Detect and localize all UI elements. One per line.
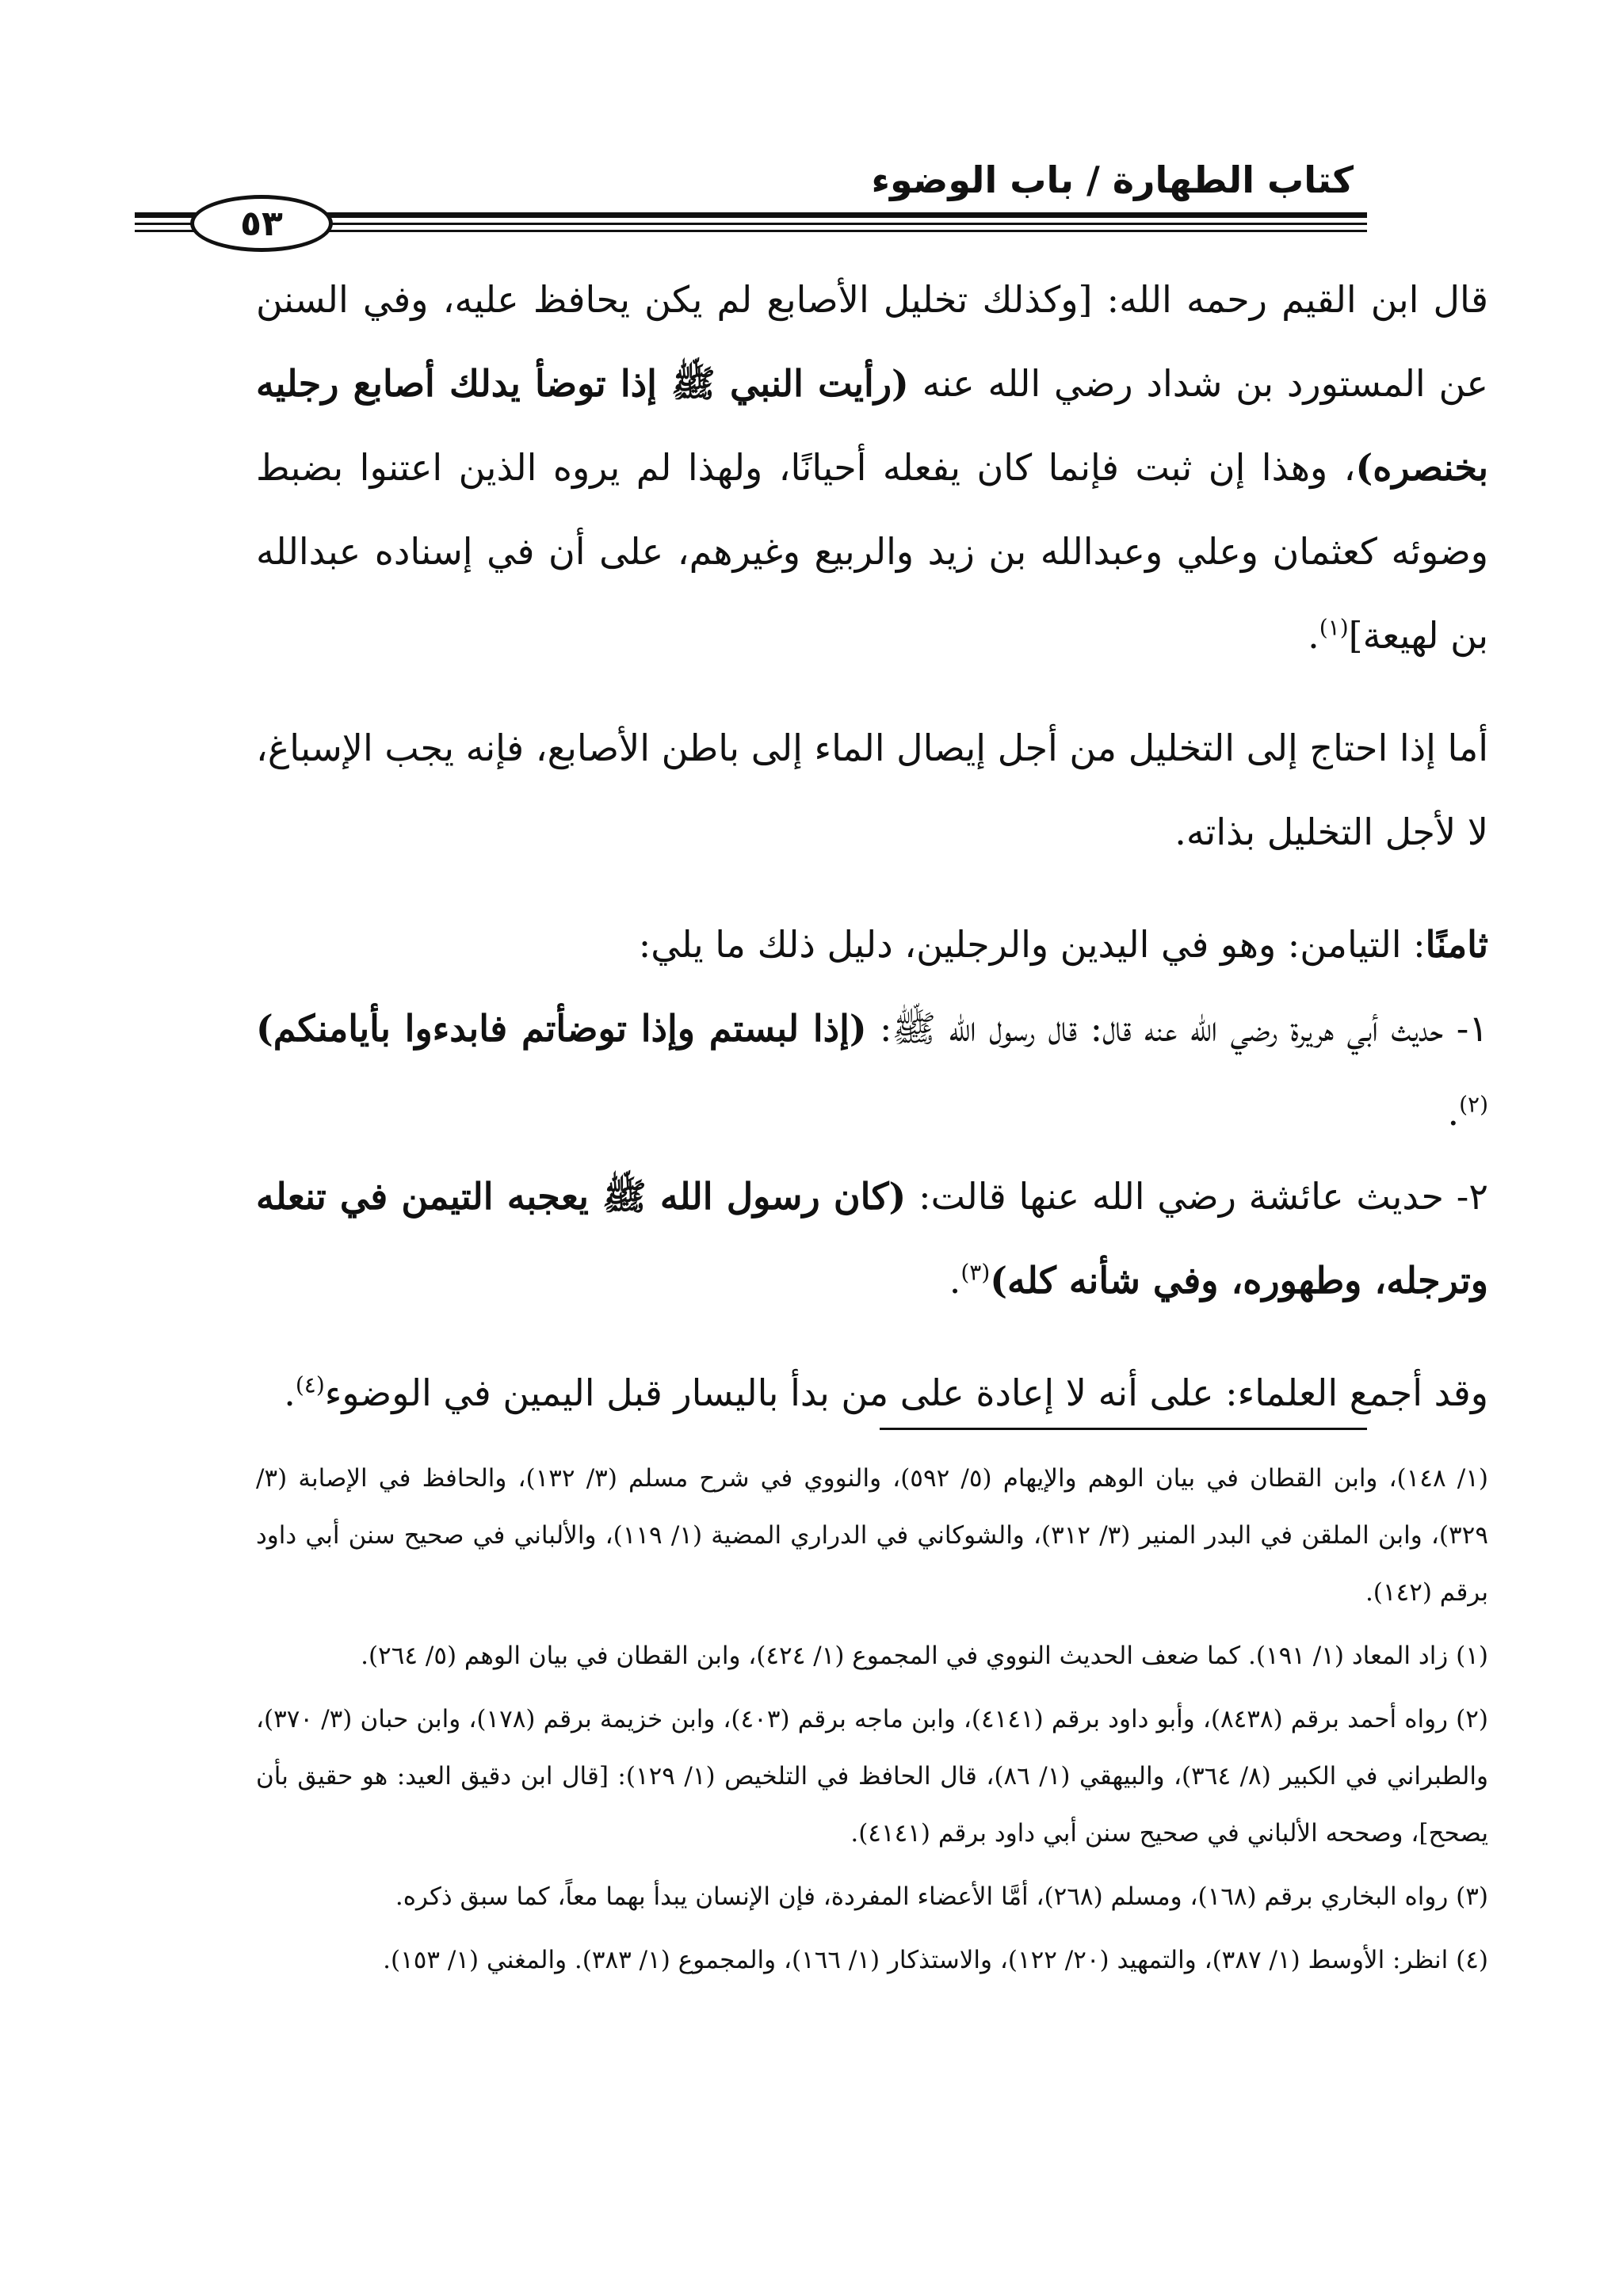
hadith-quote: (كان رسول الله ﷺ يعجبه التيمن في تنعله وترجله، وطهوره، وفي شأنه كله): [256, 1175, 1488, 1302]
running-head: كتاب الطهارة / باب الوضوء: [871, 158, 1354, 201]
list-item-1: ١- حديث أبي هريرة رضي الله عنه قال: قال رسول الله ﷺ: (إذا لبستم وإذا توضأتم فابدءوا بأيامنكم)$^{(٢)}$.: [256, 1007, 1489, 1134]
footnote-continuation: (١/ ١٤٨)، وابن القطان في بيان الوهم والإيهام (٥/ ٥٩٢)، والنووي في شرح مسلم (٣/ ١٣٢)، والحافظ في الإصابة (٣/ ٣٢٩)، وابن الملقن في البدر المنير (٣/ ٣١٢)، والشوكاني في الدراري المضية (١/ ١١٩)، والألباني في صحيح سنن أبي داود برقم (١٤٢).: [256, 1464, 1488, 1607]
footnote-ref: (١): [1319, 614, 1349, 641]
footnote-3: (٣) رواه البخاري برقم (١٦٨)، ومسلم (٢٦٨)، أمَّا الأعضاء المفردة، فإن الإنسان يبدأ بهما معاً، كما سبق ذكره.: [395, 1882, 1488, 1911]
footnote-ref: (٤): [295, 1371, 325, 1398]
footnote-2: (٢) رواه أحمد برقم (٨٤٣٨)، وأبو داود برقم (٤١٤١)، وابن ماجه برقم (٤٠٣)، وابن خزيمة برقم (١٧٨)، وابن حبان (٣/ ٣٧٠)، والطبراني في الكبير (٨/ ٣٦٤)، والبيهقي (١/ ٨٦)، قال الحافظ في التلخيص (١/ ١٢٩): [قال ابن دقيق العيد: هو حقيق بأن يصحح]، وصححه الألباني في صحيح سنن أبي داود برقم (٤١٤١).: [256, 1705, 1488, 1848]
section-lead: ثامنًا: [1425, 923, 1488, 966]
footnote-ref: (٣): [960, 1259, 991, 1286]
paragraph-isbagh: أما إذا احتاج إلى التخليل من أجل إيصال الماء إلى باطن الأصابع، فإنه يجب الإسباغ، لا لأجل التخليل بذاته.: [256, 727, 1488, 853]
hadith-quote: (إذا لبستم وإذا توضأتم فابدءوا بأيامنكم): [256, 1007, 867, 1050]
footnote-4: (٤) انظر: الأوسط (١/ ٣٨٧)، والتمهيد (٢٠/ ١٢٢)، والاستذكار (١/ ١٦٦)، والمجموع (١/ ٣٨٣). والمغني (١/ ١٥٣).: [383, 1946, 1488, 1974]
list-item-2: ٢- حديث عائشة رضي الله عنها قالت: (كان رسول الله ﷺ يعجبه التيمن في تنعله وترجله، وطهوره، وفي شأنه كله)$^{(٣)}$.: [256, 1175, 1488, 1302]
footnote-ref: (٢): [1459, 1091, 1488, 1118]
footnotes: [256, 1450, 1488, 1989]
main-text: [256, 257, 1488, 1435]
footnote-1: (١) زاد المعاد (١/ ١٩١). كما ضعف الحديث النووي في المجموع (١/ ٤٢٤)، وابن القطان في بيان الوهم (٥/ ٢٦٤).: [361, 1642, 1488, 1670]
hadith-quote: (رأيت النبي ﷺ إذا توضأ يدلك أصابع رجليه بخنصره): [256, 362, 1488, 489]
footnote-divider: [880, 1428, 1367, 1430]
paragraph-consensus: وقد أجمع العلماء: على أنه لا إعادة على من بدأ باليسار قبل اليمين في الوضوء$^{(٤)}$.: [284, 1371, 1488, 1414]
paragraph-eighth: ثامنًا: التيامن: وهو في اليدين والرجلين، دليل ذلك ما يلي:: [638, 923, 1488, 966]
paragraph-ibn-qayyim: قال ابن القيم رحمه الله: [وكذلك تخليل الأصابع لم يكن يحافظ عليه، وفي السنن عن المستورد بن شداد رضي الله عنه (رأيت النبي ﷺ إذا توضأ يدلك أصابع رجليه بخنصره)، وهذا إن ثبت فإنما كان يفعله أحيانًا، ولهذا لم يروه الذين اعتنوا بضبط وضوئه كعثمان وعلي وعبدالله بن زيد والربيع وغيرهم، على أن في إسناده عبدالله بن لهيعة]$^{(١)}$.: [256, 278, 1488, 657]
page-number: ٥٣: [190, 195, 333, 252]
